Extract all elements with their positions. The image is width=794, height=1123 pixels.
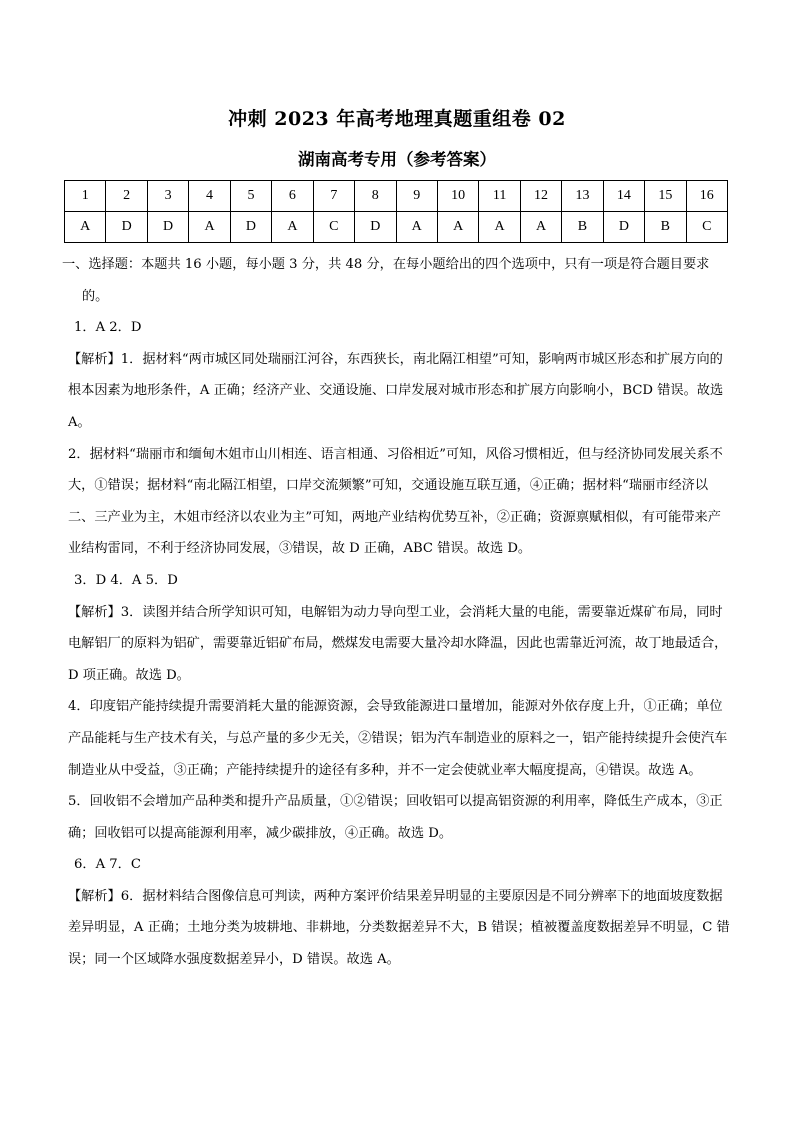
explanation-paragraph: 4．印度铝产能持续提升需要消耗大量的能源资源，会导致能源进口量增加，能源对外依存度上升，①正确；单位产品能耗与生产技术有关，与总产量的多少无关，②错误；铝为汽车制造业的原料之一，铝产能持续提升会使汽车制造业从中受益，③正确；产能持续提升的途径有多种，并不一定会使就业率大幅度提高，④错误。故选 A。	[68, 699, 728, 778]
question-number-cell: 6	[272, 181, 313, 212]
answer-explanations	[62, 249, 732, 976]
answer-table-number-row	[65, 181, 728, 212]
question-number-cell: 5	[230, 181, 271, 212]
answer-cell: C	[686, 212, 727, 243]
answer-cell: D	[230, 212, 271, 243]
question-number-cell: 8	[355, 181, 396, 212]
answer-cell: D	[355, 212, 396, 243]
question-number-cell: 14	[603, 181, 644, 212]
section-heading: 一、选择题：本题共 16 小题，每小题 3 分，共 48 分，在每小题给出的四个选项中，只有一项是符合题目要求的。	[62, 257, 710, 304]
page-subtitle: 湖南高考专用（参考答案）	[298, 150, 496, 169]
explanation-paragraph: 【解析】1．据材料“两市城区同处瑞丽江河谷，东西狭长，南北隔江相望”可知，影响两市城区形态和扩展方向的根本因素为地形条件，A 正确；经济产业、交通设施、口岸发展对城市形态和扩展方向影响小，BCD 错误。故选 A。	[68, 351, 724, 430]
answer-cell: C	[313, 212, 354, 243]
question-number-cell: 2	[106, 181, 147, 212]
question-number-cell: 3	[147, 181, 188, 212]
answer-cell: A	[189, 212, 230, 243]
answer-cell: A	[65, 212, 106, 243]
answer-cell: B	[645, 212, 686, 243]
question-number-cell: 12	[520, 181, 561, 212]
answer-cell: D	[603, 212, 644, 243]
question-number-cell: 4	[189, 181, 230, 212]
page-title: 冲刺 2023 年高考地理真题重组卷 02	[228, 108, 566, 130]
question-number-cell: 11	[479, 181, 520, 212]
answer-table-answer-row	[65, 212, 728, 243]
question-number-cell: 15	[645, 181, 686, 212]
question-number-cell: 9	[396, 181, 437, 212]
question-number-cell: 10	[437, 181, 478, 212]
answer-group-heading: 3．D 4．A 5．D	[74, 572, 178, 588]
answer-group-heading: 1．A 2．D	[74, 320, 142, 336]
answer-group-heading: 6．A 7．C	[74, 857, 141, 873]
answer-cell: B	[562, 212, 603, 243]
answer-cell: D	[147, 212, 188, 243]
explanation-paragraph: 【解析】3．读图并结合所学知识可知，电解铝为动力导向型工业，会消耗大量的电能，需要靠近煤矿布局，同时电解铝厂的原料为铝矿，需要靠近铝矿布局，燃煤发电需要大量冷却水降温，因此也需靠近河流，故丁地最适合，D 项正确。故选 D。	[68, 604, 728, 683]
question-number-cell: 1	[65, 181, 106, 212]
explanation-paragraph: 【解析】6．据材料结合图像信息可判读，两种方案评价结果差异明显的主要原因是不同分辨率下的地面坡度数据差异明显，A 正确；土地分类为坡耕地、非耕地，分类数据差异不大，B 错误；植被覆盖度数据差异不明显，C 错误；同一个区域降水强度数据差异小，D 错误。故选 A。	[68, 888, 730, 968]
answer-cell: A	[272, 212, 313, 243]
question-number-cell: 16	[686, 181, 727, 212]
answer-cell: D	[106, 212, 147, 243]
answer-cell: A	[520, 212, 561, 243]
question-number-cell: 7	[313, 181, 354, 212]
answer-cell: A	[479, 212, 520, 243]
question-number-cell: 13	[562, 181, 603, 212]
answer-cell: A	[396, 212, 437, 243]
explanation-paragraph: 2．据材料“瑞丽市和缅甸木姐市山川相连、语言相通、习俗相近”可知，风俗习惯相近，但与经济协同发展关系不大，①错误；据材料“南北隔江相望，口岸交流频繁”可知，交通设施互联互通，④正确；据材料“瑞丽市经济以二、三产业为主，木姐市经济以农业为主”可知，两地产业结构优势互补，②正确；资源禀赋相似，有可能带来产业结构雷同，不利于经济协同发展，③错误，故 D 正确，ABC 错误。故选 D。	[68, 446, 723, 557]
answer-cell: A	[437, 212, 478, 243]
answer-table	[64, 180, 728, 243]
explanation-paragraph: 5．回收铝不会增加产品种类和提升产品质量，①②错误；回收铝可以提高铝资源的利用率，降低生产成本，③正确；回收铝可以提高能源利用率，减少碳排放，④正确。故选 D。	[68, 794, 723, 841]
